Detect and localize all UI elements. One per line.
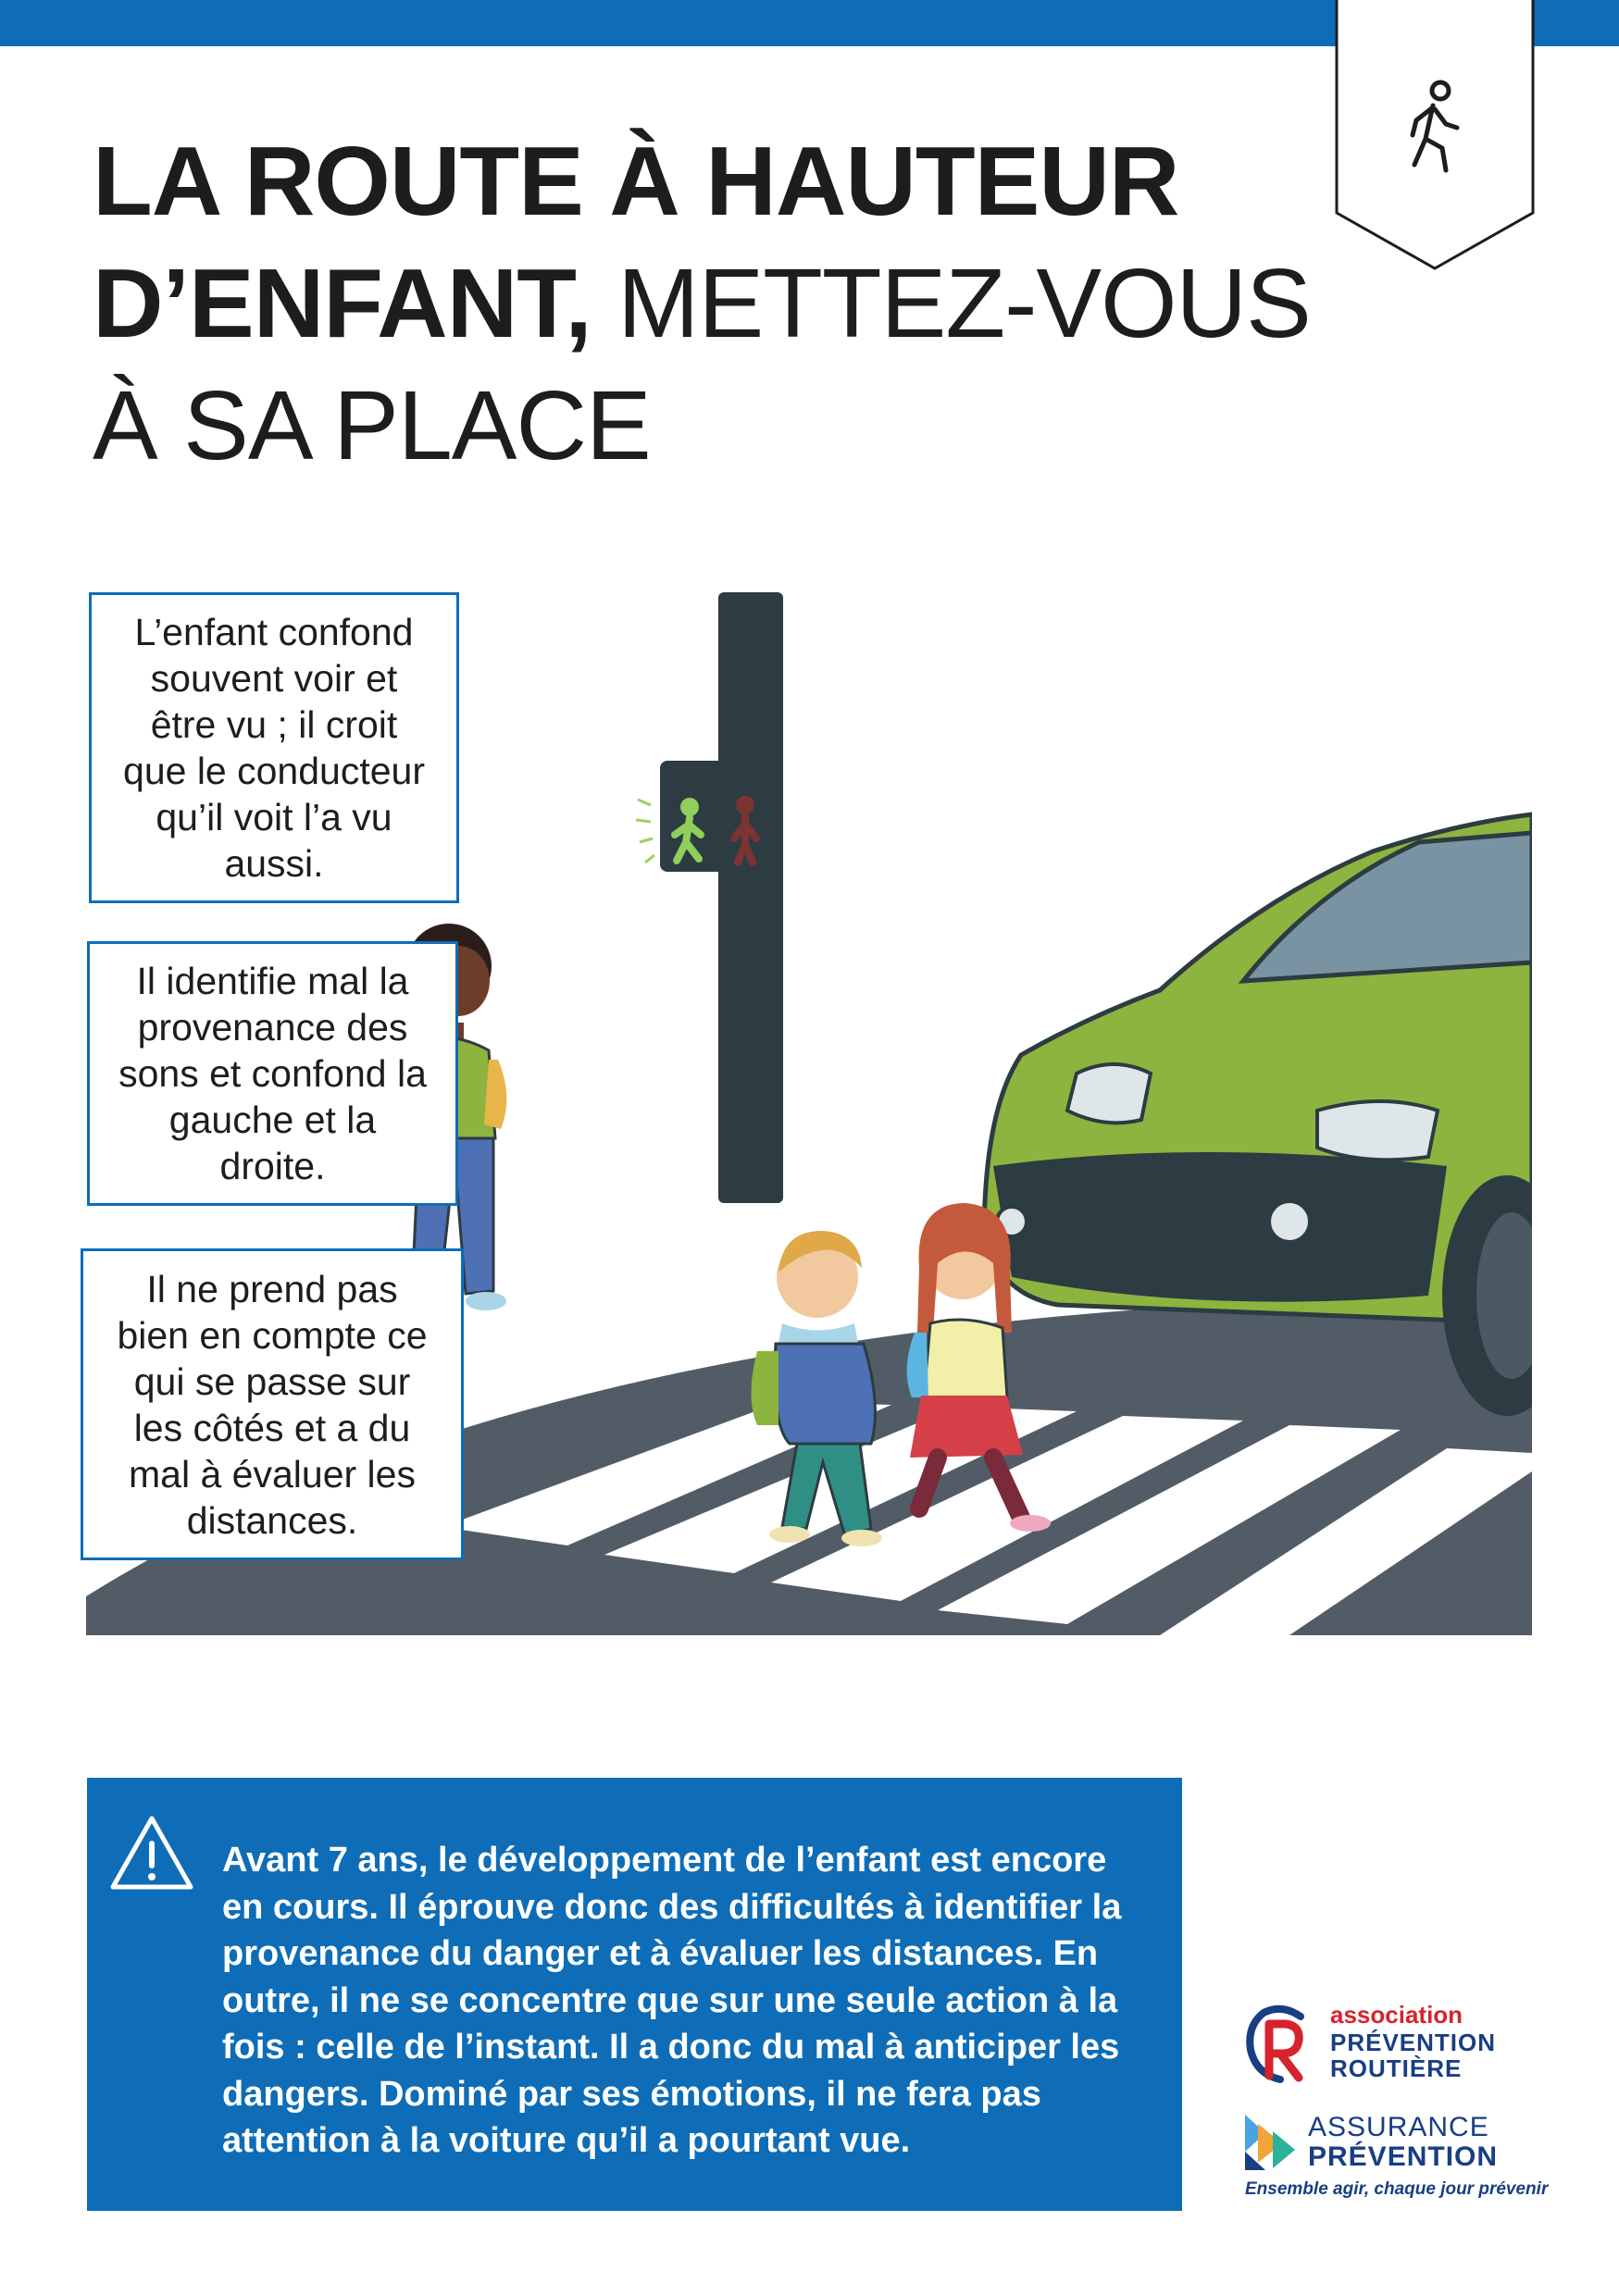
title-bold-1: LA ROUTE À HAUTEUR [93,127,1179,236]
warning-text: Avant 7 ans, le développement de l’enfant est encore en cours. Il éprouve donc des difficultés à identifier la provenance du danger et à évaluer les distances. En outre, il ne se concentre que sur une seule action à la fois : celle de l’instant. Il a donc du mal à anticiper les dangers. Dominé par ses émotions, il ne fera pas attention à la voiture qu’il a pourtant vue. [222,1841,1122,2160]
title-bold-2: D’ENFANT, [93,249,592,358]
traffic-light-pole [718,592,783,1203]
apr-line-1: PRÉVENTION [1330,2029,1497,2056]
page-title [93,120,1370,487]
ap-line-2: PRÉVENTION [1308,2141,1499,2172]
warning-icon [107,1813,196,1893]
title-light-2: À SA PLACE [93,371,651,480]
fact-box-seeing: L’enfant confond souvent voir et être vu ; il croit que le conducteur qu’il voit l’a vu aussi. [89,592,459,903]
title-light-1: METTEZ-VOUS [617,249,1311,358]
fact-box-distances: Il ne prend pas bien en compte ce qui se passe sur les côtés et a du mal à évaluer les distances. [81,1248,464,1560]
logo-prevention-routiere [1245,1994,1551,2096]
warning-box [87,1778,1182,2211]
apr-line-2: ROUTIÈRE [1330,2054,1463,2082]
apr-association-label: association [1330,2001,1463,2029]
ap-tagline: Ensemble agir, chaque jour prévenir [1245,2179,1549,2199]
assurance-prevention-mark-icon [1245,2115,1301,2172]
prevention-routiere-mark-icon [1245,2004,1315,2083]
fact-box-sounds: Il identifie mal la provenance des sons et confond la gauche et la droite. [87,941,458,1206]
ap-line-1: ASSURANCE [1308,2112,1489,2142]
logo-assurance-prevention [1245,2111,1551,2213]
pedestrian-signal [636,761,778,872]
